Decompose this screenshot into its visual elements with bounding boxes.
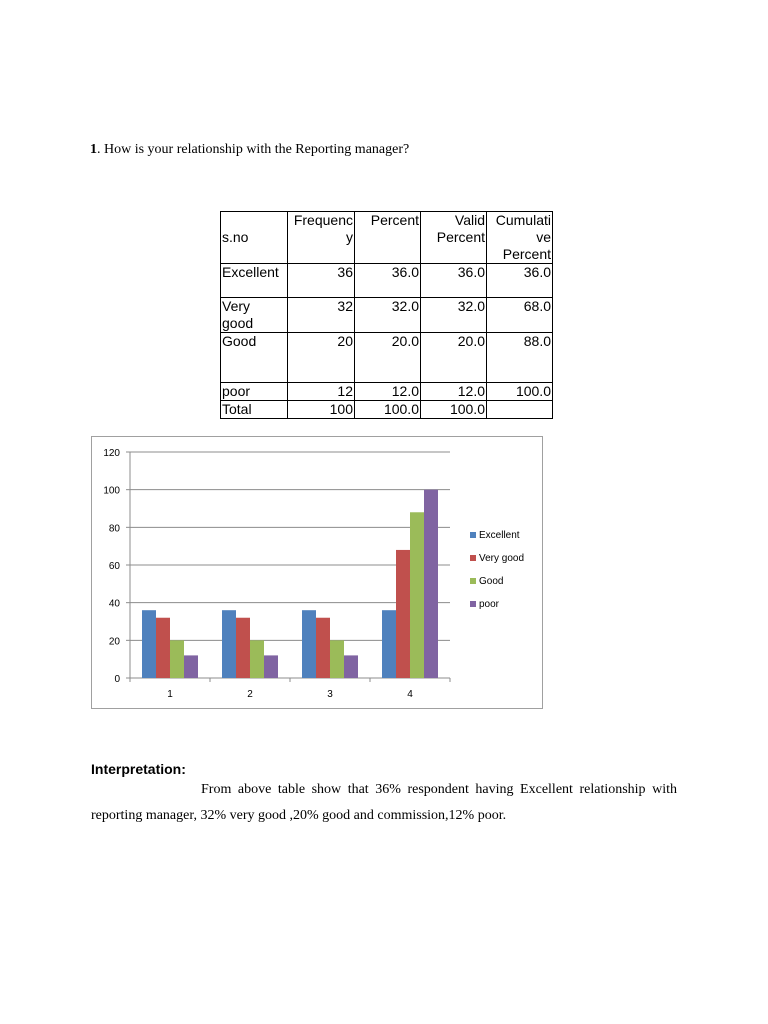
cell-percent: 32.0 <box>355 298 421 333</box>
cell-frequency: 36 <box>288 264 355 298</box>
table-total-row <box>221 401 553 419</box>
y-tick-label: 0 <box>114 674 120 685</box>
table-row <box>221 264 553 298</box>
cell-frequency: 12 <box>288 383 355 401</box>
bar-good <box>410 512 424 678</box>
bar-poor <box>424 490 438 678</box>
bar-excellent <box>302 610 316 678</box>
bar-very-good <box>316 618 330 678</box>
table-row <box>221 298 553 333</box>
legend-swatch <box>470 532 476 538</box>
legend-swatch <box>470 601 476 607</box>
legend-label: Very good <box>479 553 525 564</box>
x-tick-label: 1 <box>167 689 173 700</box>
legend-swatch <box>470 555 476 561</box>
bar-very-good <box>156 618 170 678</box>
cell-frequency: 20 <box>288 333 355 383</box>
cell-frequency: 32 <box>288 298 355 333</box>
row-label: Excellent <box>221 264 288 298</box>
interpretation-body: From above table show that 36% respondent having Excellent relationship with reporting manager, 32% very good ,20% good and commission,12% poor. <box>91 782 677 823</box>
x-tick-label: 2 <box>247 689 253 700</box>
legend-label: poor <box>479 599 500 610</box>
cell-valid-percent: 36.0 <box>421 264 487 298</box>
cell-valid-percent: 100.0 <box>421 401 487 419</box>
row-label: Good <box>221 333 288 383</box>
y-tick-label: 120 <box>103 448 120 459</box>
table-header-row <box>221 212 553 264</box>
bar-excellent <box>142 610 156 678</box>
y-tick-label: 60 <box>108 561 120 572</box>
cell-percent: 36.0 <box>355 264 421 298</box>
bar-very-good <box>396 550 410 678</box>
legend-label: Excellent <box>479 530 520 541</box>
row-label: Total <box>221 401 288 419</box>
legend-swatch <box>470 578 476 584</box>
question-label: . How is your relationship with the Reporting manager? <box>97 142 410 157</box>
cell-frequency: 100 <box>288 401 355 419</box>
cell-percent: 20.0 <box>355 333 421 383</box>
bar-good <box>250 640 264 678</box>
bar-poor <box>344 655 358 678</box>
y-tick-label: 40 <box>108 598 120 610</box>
header-cumulative-percent: Cumulati ve Percent <box>487 212 553 264</box>
frequency-table <box>220 211 553 419</box>
question-number: 1 <box>90 142 97 157</box>
header-sno: s.no <box>221 212 288 264</box>
bar-good <box>330 640 344 678</box>
legend-label: Good <box>479 576 504 587</box>
cell-percent: 100.0 <box>355 401 421 419</box>
y-tick-label: 20 <box>108 636 120 648</box>
x-tick-label: 3 <box>327 689 333 700</box>
x-tick-label: 4 <box>407 689 413 700</box>
bar-chart <box>91 436 543 709</box>
header-valid-percent: Valid Percent <box>421 212 487 264</box>
bar-poor <box>184 655 198 678</box>
bar-good <box>170 640 184 678</box>
cell-valid-percent: 20.0 <box>421 333 487 383</box>
header-frequency: Frequenc y <box>288 212 355 264</box>
row-label: Very good <box>221 298 288 333</box>
table-row <box>221 333 553 383</box>
y-tick-label: 100 <box>103 485 120 497</box>
interpretation-title: Interpretation: <box>91 761 186 777</box>
cell-percent: 12.0 <box>355 383 421 401</box>
bar-excellent <box>382 610 396 678</box>
bar-poor <box>264 655 278 678</box>
bar-excellent <box>222 610 236 678</box>
cell-cumulative-percent: 68.0 <box>487 298 553 333</box>
question-text <box>90 142 409 158</box>
cell-cumulative-percent: 88.0 <box>487 333 553 383</box>
bar-chart-svg <box>92 437 544 710</box>
cell-cumulative-percent: 100.0 <box>487 383 553 401</box>
cell-cumulative-percent <box>487 401 553 419</box>
table-row <box>221 383 553 401</box>
cell-valid-percent: 32.0 <box>421 298 487 333</box>
cell-valid-percent: 12.0 <box>421 383 487 401</box>
header-percent: Percent <box>355 212 421 264</box>
row-label: poor <box>221 383 288 401</box>
y-tick-label: 80 <box>108 523 120 535</box>
bar-very-good <box>236 618 250 678</box>
cell-cumulative-percent: 36.0 <box>487 264 553 298</box>
